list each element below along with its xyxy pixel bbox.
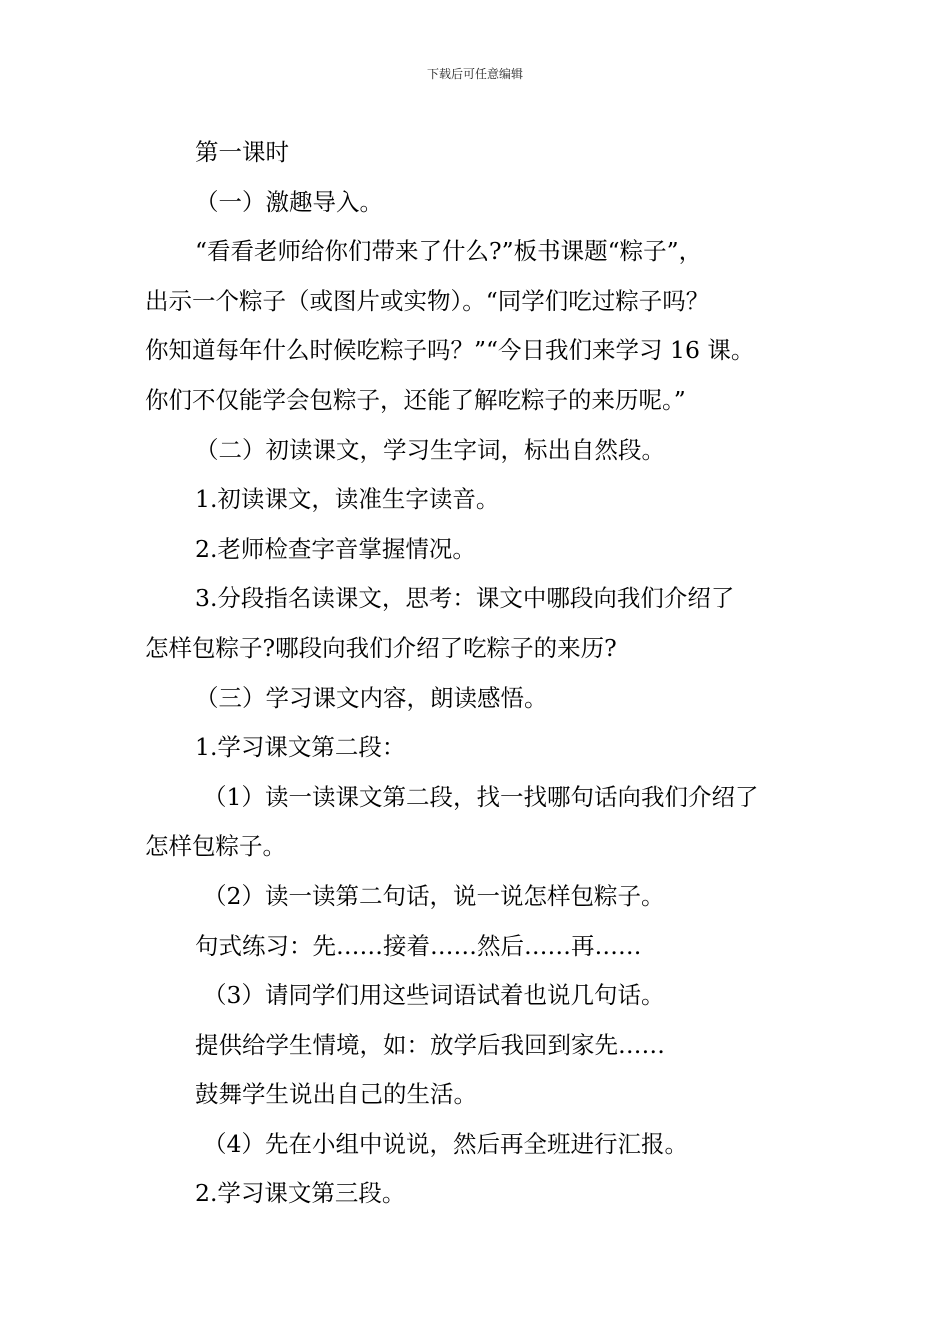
sub-list-item: （1）读一读课文第二段，找一找哪句话向我们介绍了 [203,782,759,811]
list-item: 1.初读课文，读准生字读音。 [195,485,500,514]
paragraph-line: 句式练习：先……接着……然后……再…… [195,931,642,960]
list-item: 1.学习课文第二段： [195,733,406,762]
sub-list-item: （4）先在小组中说说，然后再全班进行汇报。 [203,1129,688,1158]
paragraph-line: 你们不仅能学会包粽子，还能了解吃粽子的来历呢。” [145,385,686,414]
sub-list-item: （3）请同学们用这些词语试着也说几句话。 [203,981,665,1010]
heading-step-1: （一）激趣导入。 [195,187,383,216]
paragraph-line: 出示一个粽子（或图片或实物）。“同学们吃过粽子吗？ [145,286,710,315]
document-body [145,128,835,1219]
paragraph-line: “看看老师给你们带来了什么?”板书课题“粽子”， [195,237,703,266]
paragraph-line: 鼓舞学生说出自己的生活。 [195,1080,477,1109]
list-item: 3.分段指名读课文，思考：课文中哪段向我们介绍了 [195,584,735,613]
heading-step-2: （二）初读课文，学习生字词，标出自然段。 [195,435,665,464]
sub-list-item: （2）读一读第二句话，说一说怎样包粽子。 [203,881,665,910]
heading-step-3: （三）学习课文内容，朗读感悟。 [195,683,548,712]
page-header: 下载后可任意编辑 [426,67,523,81]
paragraph-line: 怎样包粽子?哪段向我们介绍了吃粽子的来历? [145,633,617,662]
paragraph-line: 提供给学生情境，如：放学后我回到家先…… [195,1030,665,1059]
paragraph-line: 怎样包粽子。 [145,832,286,861]
section-title: 第一课时 [195,138,289,166]
paragraph-line: 你知道每年什么时候吃粽子吗？”“今日我们来学习 16 课。 [145,336,755,365]
list-item: 2.老师检查字音掌握情况。 [195,534,476,563]
list-item: 2.学习课文第三段。 [195,1179,406,1208]
